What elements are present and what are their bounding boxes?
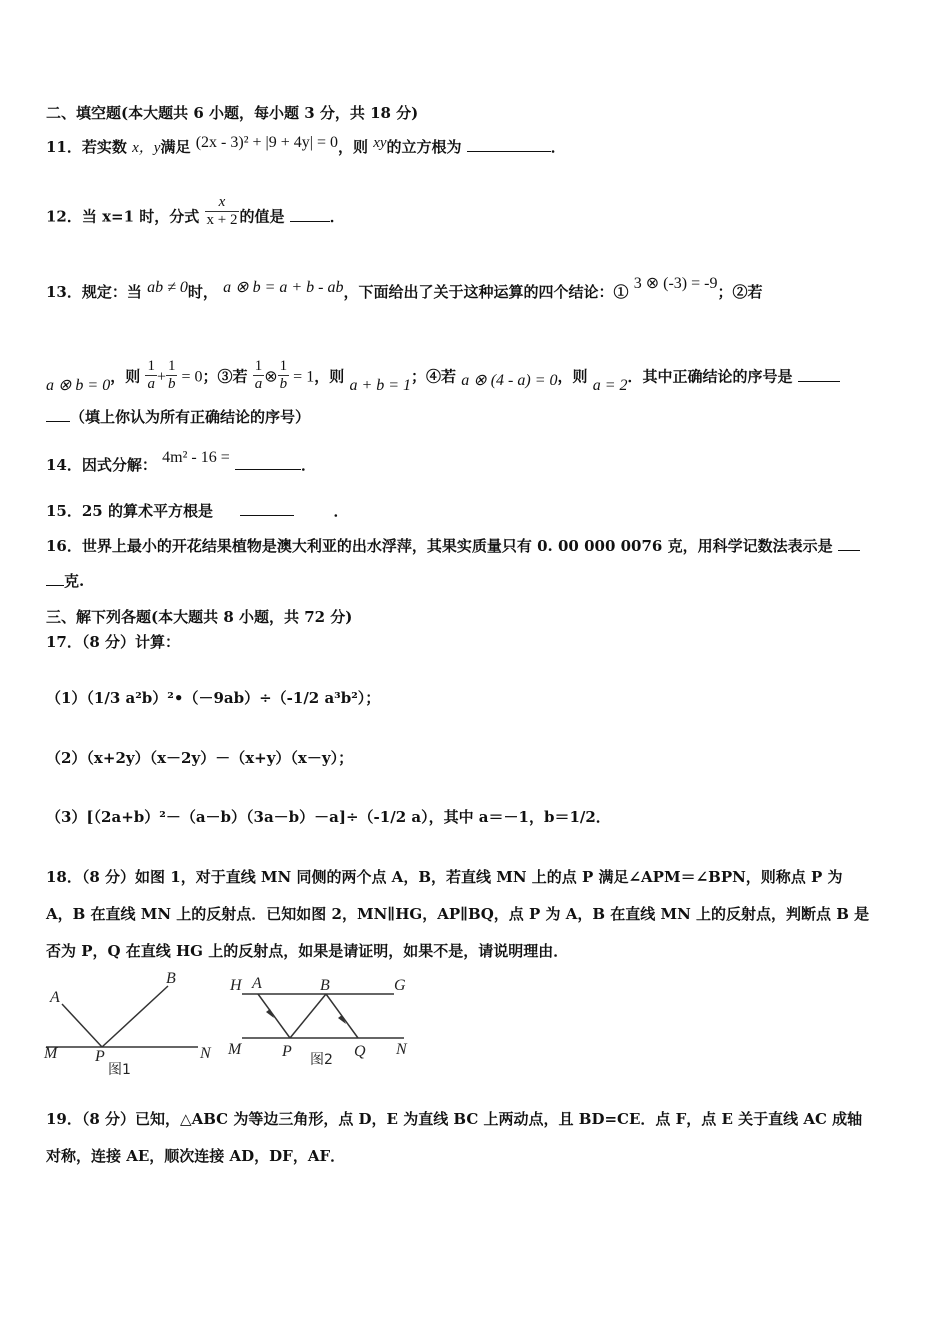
q11-text-3: ，则 [337, 138, 368, 156]
q13-text-7: ，则 [314, 367, 345, 386]
fig2-caption: 图2 [310, 1052, 333, 1068]
q17-part-3: （3）[（2a+b）²－（a－b）（3a－b）－a]÷（-1/2 a），其中 a＝－1，b＝1/2． [46, 808, 611, 826]
q13-text-9: ，则 [557, 367, 588, 386]
q13-answer-blank[interactable] [798, 369, 840, 382]
q14-end: ． [300, 456, 316, 474]
q13-frac-2b: $\frac{1}{b}$ [279, 358, 288, 392]
q16-text-2: 克. [64, 572, 85, 590]
fig2-segment-ap [258, 994, 290, 1038]
q11-text-2: 满足 [160, 138, 191, 156]
fig1-label-p: P [95, 1048, 105, 1065]
question-19-line1 [46, 1110, 862, 1128]
q13-answer-blank-cont[interactable] [46, 409, 70, 422]
q13-frac-1b: $\frac{1}{b}$ [167, 358, 176, 392]
q17-part-1: （1）（1/3 a²b）²•（－9ab）÷（-1/2 a³b²）； [46, 689, 381, 707]
q11-number: 11． [46, 138, 82, 156]
fig2-segment-pb [290, 994, 326, 1038]
section2-title: 二、填空题(本大题共 6 小题，每小题 3 分，共 18 分) [46, 104, 419, 122]
q11-vars: x，y [132, 140, 161, 156]
q17-head: （8 分）计算： [81, 633, 181, 651]
q13-conclusion-1: 3 ⊗ (-3) = -9 [633, 275, 718, 292]
question-16-line1 [46, 537, 860, 555]
q12-fraction [205, 194, 240, 229]
q11-answer-blank[interactable] [467, 139, 551, 152]
fig1-label-b: B [166, 970, 176, 987]
q12-fraction-numerator: x [218, 194, 226, 210]
q18-number: 18． [46, 868, 82, 886]
q13-definition: a ⊗ b = a + b - ab [223, 279, 344, 296]
fig2-label-h: H [230, 977, 242, 994]
question-18-line3: 否为 P，Q 在直线 HG 上的反射点，如果是请证明，如果不是，请说明理由． [46, 942, 569, 960]
q16-answer-blank-cont[interactable] [46, 573, 64, 586]
q16-text-1: 世界上最小的开花结果植物是澳大利亚的出水浮萍，其果实质量只有 0. 00 000 0076 克，用科学记数法表示是 [81, 537, 833, 555]
question-14 [46, 449, 316, 475]
question-11 [46, 134, 566, 157]
q13-frac-1a: $\frac{1}{a}$ [147, 358, 155, 392]
q13-text-1: 规定：当 [81, 283, 142, 301]
q12-fraction-denominator: x + 2 [206, 212, 238, 228]
fig2-label-a: A [252, 975, 262, 992]
q13-text-3: ，下面给出了关于这种运算的四个结论：① [343, 283, 629, 301]
q13-frac-2a: $\frac{1}{a}$ [254, 358, 263, 392]
fig1-label-a: A [50, 989, 60, 1006]
q12-text-2: 的值是 [239, 207, 285, 226]
q17-part-2: （2）（x+2y）（x－2y）－（x+y）（x－y）； [46, 749, 354, 767]
question-13-line1 [46, 275, 763, 302]
fig1-caption: 图1 [108, 1062, 131, 1078]
q15-number: 15． [46, 502, 82, 520]
fig2-label-p: P [282, 1043, 292, 1060]
question-15 [46, 502, 348, 520]
q18-text-1: （8 分）如图 1，对于直线 MN 同侧的两个点 A，B，若直线 MN 上的点 P 满足∠APM＝∠BPN，则称点 P 为 [81, 868, 843, 886]
q12-end: ． [329, 207, 345, 226]
q15-answer-blank[interactable] [240, 503, 294, 516]
q11-xy: xy [373, 135, 387, 151]
q16-answer-blank[interactable] [838, 538, 860, 551]
question-12 [46, 194, 345, 235]
question-13-line3 [46, 408, 310, 426]
q19-number: 19． [46, 1110, 82, 1128]
q15-end: ． [333, 502, 349, 520]
fig2-label-g: G [394, 977, 406, 994]
fig1-segment-pb [102, 986, 168, 1047]
q14-number: 14． [46, 456, 82, 474]
q13-condition: ab ≠ 0 [147, 279, 188, 296]
figure-2 [222, 966, 422, 1071]
q11-text-4: 的立方根为 [386, 138, 462, 156]
q11-formula: (2x - 3)² + |9 + 4y| = 0 [195, 134, 338, 151]
q13-text-10: ．其中正确结论的序号是 [627, 367, 793, 386]
question-17 [46, 633, 180, 651]
question-18-line2: A，B 在直线 MN 上的反射点．已知如图 2，MN∥HG，AP∥BQ，点 P 为 A，B 在直线 MN 上的反射点，判断点 B 是 [46, 905, 870, 923]
q16-number: 16． [46, 537, 82, 555]
q13-text-4: ；②若 [717, 283, 763, 301]
q11-text-1: 若实数 [81, 138, 127, 156]
fig1-segment-ap [62, 1004, 102, 1047]
q13-conclusion-4b: a = 2 [592, 376, 628, 394]
q19-text-1: （8 分）已知，△ABC 为等边三角形，点 D，E 为直线 BC 上两动点，且 BD=CE．点 F，点 E 关于直线 AC 成轴 [81, 1110, 863, 1128]
fig2-label-m: M [228, 1041, 242, 1058]
q13-text-2: 时， [187, 283, 218, 301]
q13-text-11: （填上你认为所有正确结论的序号） [70, 408, 311, 426]
fig2-label-n: N [396, 1041, 407, 1058]
section3-title: 三、解下列各题(本大题共 8 小题，共 72 分) [46, 608, 353, 626]
fig2-label-b: B [320, 977, 330, 994]
question-19-line2: 对称，连接 AE，顺次连接 AD，DF，AF． [46, 1147, 346, 1165]
q12-number: 12． [46, 207, 82, 226]
q13-number: 13． [46, 283, 82, 301]
q13-conclusion-3b: a + b = 1 [349, 376, 412, 394]
q17-number: 17． [46, 633, 82, 651]
q12-answer-blank[interactable] [290, 209, 330, 222]
q12-text-1: 当 x=1 时，分式 [81, 207, 200, 226]
q13-text-6: ；③若 [202, 367, 248, 386]
q13-text-5: ，则 [110, 367, 141, 386]
question-18-line1 [46, 868, 843, 886]
q13-conclusion-2a: a ⊗ b = 0 [46, 376, 111, 394]
q13-text-8: ；④若 [411, 367, 457, 386]
fig1-label-m: M [44, 1045, 58, 1062]
q11-end: ． [550, 138, 566, 156]
fig2-label-q: Q [354, 1043, 366, 1060]
q13-conclusion-4a: a ⊗ (4 - a) = 0 [461, 371, 558, 389]
q15-text-1: 25 的算术平方根是 [81, 502, 213, 520]
question-16-line2 [46, 572, 84, 590]
q14-text-1: 因式分解： [81, 456, 157, 474]
q14-answer-blank[interactable] [235, 457, 301, 470]
question-13-line2: a ⊗ b = 0，则 $\frac{1}{a}$ + $\frac{1}{b}$ = 0；③若 $\frac{1}{a}$ ⊗ $\frac{1}{b}$ = 1，则 a + b = 1；④若 a ⊗ (4 - a) = 0，则 a = 2．其中正确结论的序号是 [46, 360, 840, 395]
fig1-label-n: N [200, 1045, 211, 1062]
q14-formula: 4m² - 16 = [162, 449, 230, 466]
figure-1 [40, 966, 220, 1081]
